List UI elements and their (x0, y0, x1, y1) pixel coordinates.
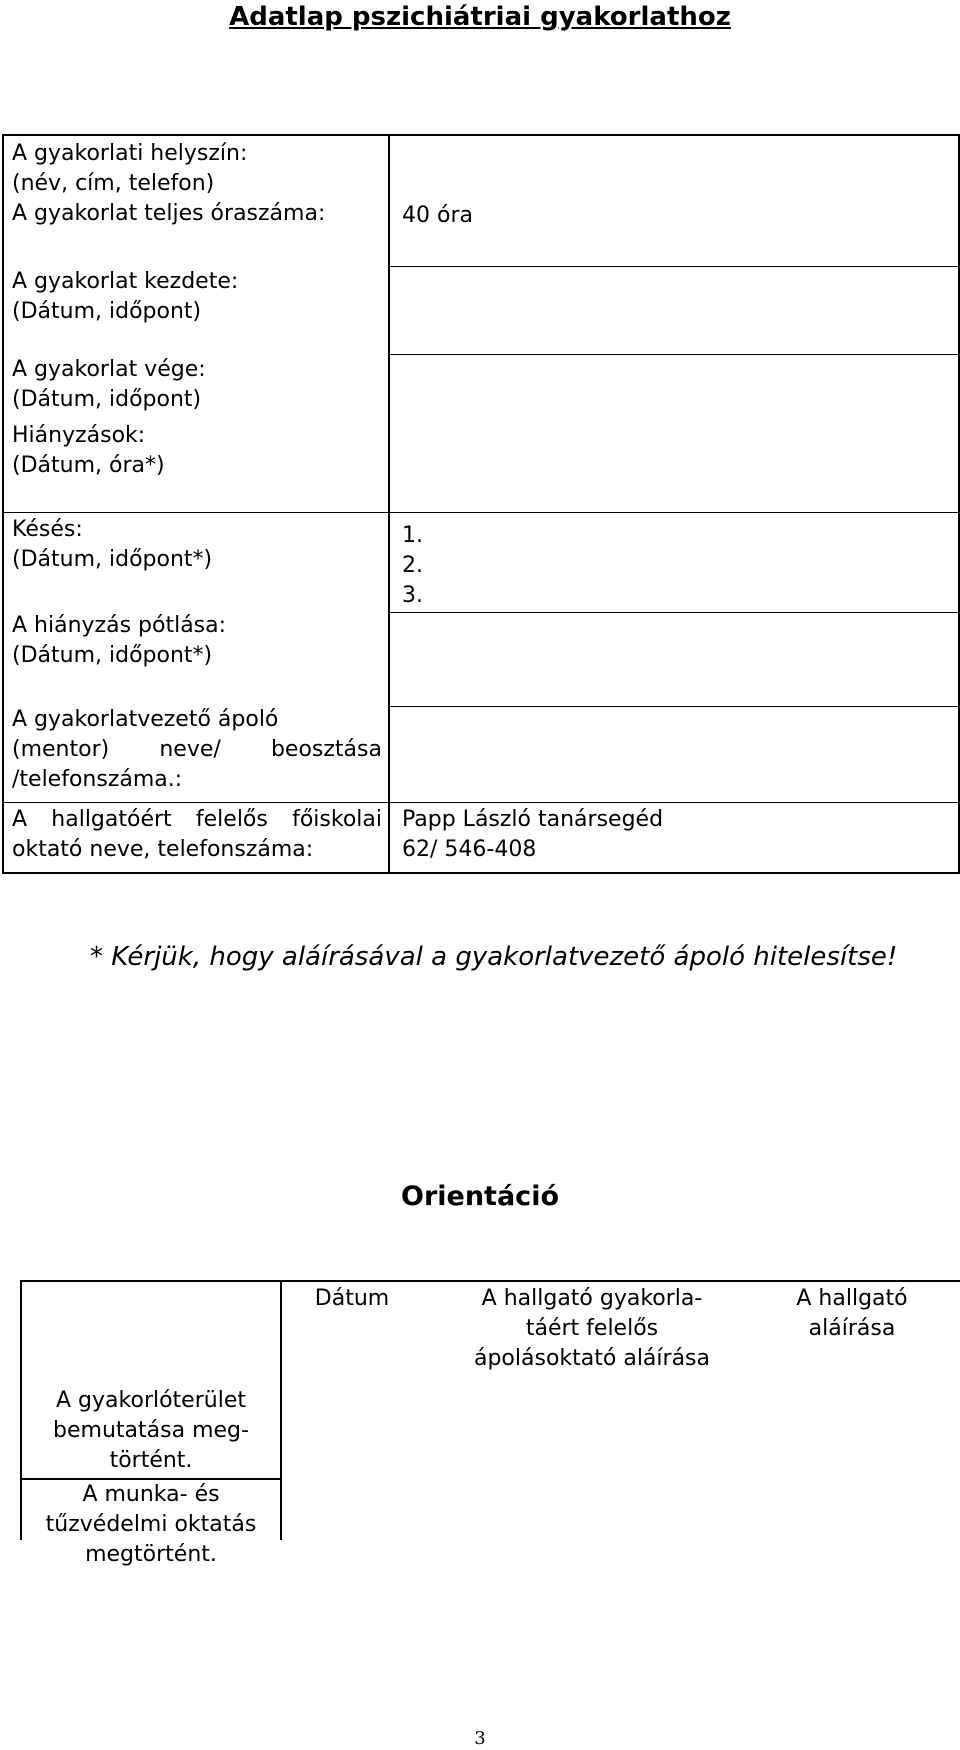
instructor-phone: 62/ 546-408 (402, 837, 537, 862)
orientation-table (20, 1280, 960, 1567)
signature-note: * Kérjük, hogy aláírásával a gyakorlatvezető ápoló hitelesítse! (90, 942, 898, 972)
row-divider (388, 706, 958, 707)
instructor-signature-header (442, 1284, 742, 1374)
row-divider (4, 802, 958, 803)
location-label: A gyakorlati helyszín: (12, 141, 248, 166)
row-line: tűzvédelmi oktatás (45, 1512, 257, 1537)
start-label: A gyakorlat kezdete: (12, 269, 239, 294)
end-label: A gyakorlat vége: (12, 357, 206, 382)
mentor-label-line2 (12, 734, 382, 766)
instructor-word: főiskolai (292, 807, 382, 832)
page-title: Adatlap pszichiátriai gyakorlathoz (229, 2, 731, 32)
row-divider (388, 354, 958, 355)
page-number: 3 (474, 1728, 486, 1749)
info-table (2, 134, 960, 874)
header-line: táért felelős (525, 1316, 659, 1341)
makeup-sublabel: (Dátum, időpont*) (12, 643, 213, 668)
late-number: 3. (402, 583, 423, 608)
instructor-label-line2: oktató neve, telefonszáma: (12, 837, 314, 862)
orientation-title: Orientáció (401, 1181, 559, 1212)
row-divider (388, 266, 958, 267)
hours-value: 40 óra (402, 203, 473, 228)
end-sublabel: (Dátum, időpont) (12, 387, 202, 412)
instructor-word: A (12, 807, 28, 832)
safety-training-row (22, 1480, 280, 1570)
instructor-word: hallgatóért (51, 807, 172, 832)
column-divider (280, 1282, 282, 1540)
row-line: A munka- és (82, 1482, 220, 1507)
column-divider (388, 136, 390, 872)
hours-label: A gyakorlat teljes óraszáma: (12, 201, 326, 226)
instructor-word: felelős (195, 807, 268, 832)
header-line: A hallgató (796, 1286, 908, 1311)
row-line: megtörtént. (85, 1542, 217, 1567)
late-number: 2. (402, 553, 423, 578)
row-line: történt. (109, 1448, 193, 1473)
row-divider (4, 512, 958, 513)
instructor-name: Papp László tanársegéd (402, 807, 664, 832)
row-line: bemutatása meg- (53, 1418, 249, 1443)
start-sublabel: (Dátum, időpont) (12, 299, 202, 324)
absence-sublabel: (Dátum, óra*) (12, 453, 165, 478)
header-line: ápolásoktató aláírása (473, 1346, 710, 1371)
makeup-label: A hiányzás pótlása: (12, 613, 227, 638)
location-sublabel: (név, cím, telefon) (12, 171, 215, 196)
mentor-word: beosztása (270, 737, 382, 762)
mentor-word: (mentor) (12, 737, 110, 762)
row-divider (388, 612, 958, 613)
mentor-word: neve/ (159, 737, 221, 762)
instructor-label-line1 (12, 804, 382, 836)
absence-label: Hiányzások: (12, 423, 146, 448)
late-label: Késés: (12, 517, 83, 542)
late-number: 1. (402, 523, 423, 548)
student-signature-header (752, 1284, 952, 1344)
header-line: A hallgató gyakorla- (481, 1286, 703, 1311)
mentor-label: A gyakorlatvezető ápoló (12, 707, 279, 732)
mentor-label-line3: /telefonszáma.: (12, 767, 183, 792)
header-line: aláírása (808, 1316, 896, 1341)
date-header: Dátum (314, 1286, 390, 1311)
late-sublabel: (Dátum, időpont*) (12, 547, 213, 572)
area-presentation-row (22, 1386, 280, 1476)
row-line: A gyakorlóterület (56, 1388, 246, 1413)
